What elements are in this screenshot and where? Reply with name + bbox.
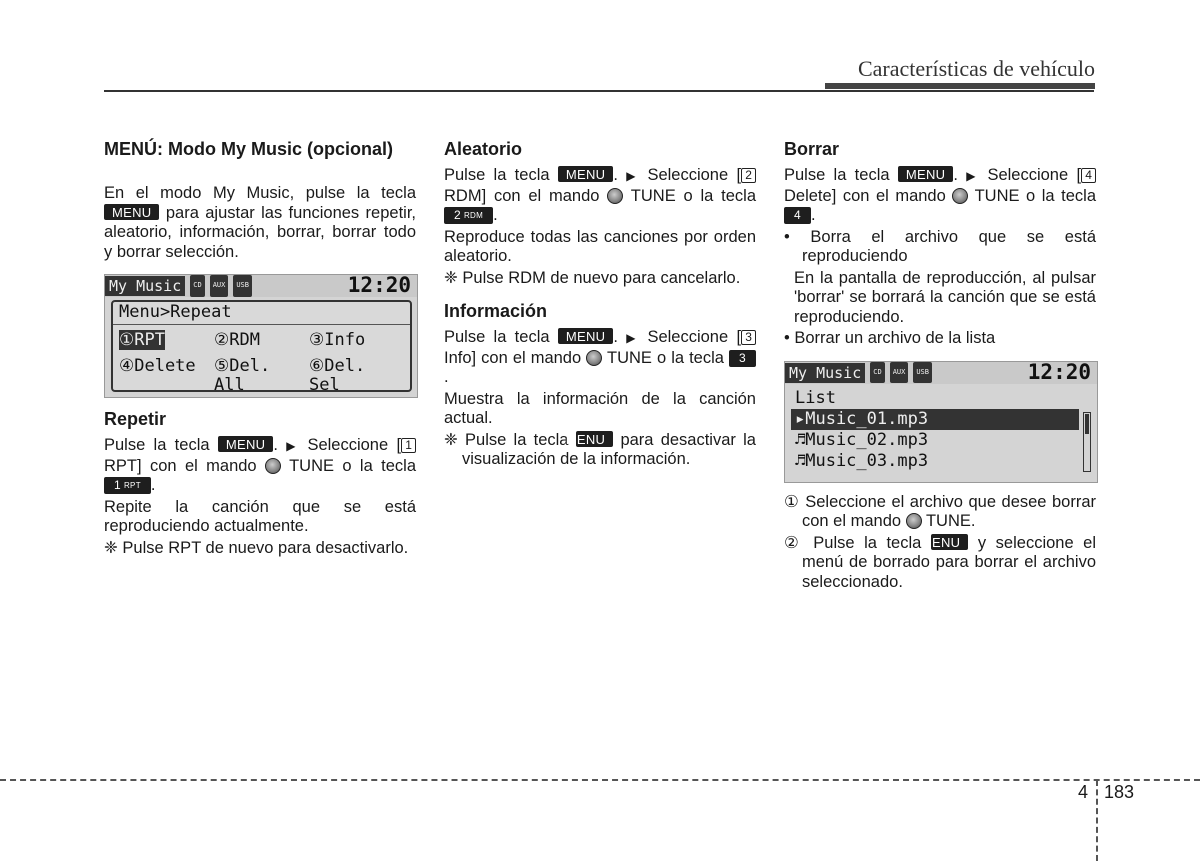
section-heading-info: Información xyxy=(444,301,548,321)
preset-2-key-icon xyxy=(444,207,493,224)
delete-bullet-1: • Borra el archivo que se está reproduciendo xyxy=(784,227,1096,265)
section-heading-delete: Borrar xyxy=(784,139,840,159)
lcd-menu-panel xyxy=(111,300,412,395)
preset-3-key-icon: 3 xyxy=(729,350,756,367)
lcd-menu-repeat-screen xyxy=(104,274,418,398)
random-instructions: Pulse la tecla MENU . ▶ Seleccione [ 2 RDM] con el mando TUNE o la tecla 2 RDM . xyxy=(444,166,756,224)
menu-key-icon: MENU xyxy=(104,204,159,220)
delete-text-1: Pulse la tecla xyxy=(784,166,890,184)
aux-badge: AUX xyxy=(210,275,229,297)
info-description: Muestra la información de la canción actual. xyxy=(444,389,756,427)
footer-dashed-rule xyxy=(0,779,1200,781)
lcd-list-title: List xyxy=(795,387,836,408)
repeat-text-4: TUNE o la tecla xyxy=(289,456,416,475)
lcd-clock: 12:20 xyxy=(347,273,411,298)
step-1-text: ① Seleccione el archivo que desee borrar con el mando xyxy=(784,492,1096,530)
random-text-3: RDM] con el mando xyxy=(444,186,600,205)
preset-key-number: 1 xyxy=(114,478,121,492)
lcd-source-label: My Music xyxy=(105,276,185,296)
intro-text-1: En el modo My Music, pulse la tecla xyxy=(104,184,416,202)
lcd-status-bar xyxy=(785,359,1097,384)
repeat-instructions: Pulse la tecla MENU . ▶ Seleccione [ 1 RPT] con el mando TUNE o la tecla 1 RPT . xyxy=(104,436,416,494)
lcd-source-label: My Music xyxy=(785,363,865,383)
cd-badge: CD xyxy=(870,362,884,384)
step-2-text: ② Pulse la tecla xyxy=(784,533,922,552)
tune-knob-icon xyxy=(952,188,968,204)
intro-paragraph xyxy=(104,184,416,262)
page-number: 183 xyxy=(1104,782,1135,802)
delete-bullet-1-detail: En la pantalla de reproducción, al pulsar 'borrar' se borrará la canción que se está reproduciendo. xyxy=(794,268,1096,326)
lcd-option-delete: ④Delete xyxy=(119,355,196,376)
lcd-menu-row-2 xyxy=(113,351,410,396)
delete-text-3: Delete] con el mando xyxy=(784,186,946,205)
step-2-text-end: y seleccione el menú de borrado para borrar el archivo seleccionado. xyxy=(802,533,1097,591)
repeat-text-3: RPT] con el mando xyxy=(104,456,257,475)
repeat-text-1: Pulse la tecla xyxy=(104,436,210,454)
column-2 xyxy=(444,138,756,472)
number-box-icon: 3 xyxy=(741,330,756,345)
page-header-title: Características de vehículo xyxy=(857,56,1095,81)
section-heading-random: Aleatorio xyxy=(444,139,523,159)
step-1-text-end: TUNE. xyxy=(925,512,976,530)
menu-key-icon: MENU xyxy=(558,166,613,182)
delete-text-4: TUNE o la tecla xyxy=(974,186,1096,205)
number-box-icon: 1 xyxy=(401,438,416,453)
preset-1-key-icon xyxy=(104,477,151,494)
lcd-option-info: ③Info xyxy=(309,330,366,350)
repeat-note: ❈ Pulse RPT de nuevo para desactivarlo. xyxy=(104,538,409,557)
tune-knob-icon xyxy=(265,458,281,474)
delete-step-1 xyxy=(784,493,1096,532)
random-text-2: Seleccione [ xyxy=(647,166,742,184)
lcd-status-bar xyxy=(105,275,417,297)
cd-badge: CD xyxy=(190,275,204,297)
info-note-text-2: para desactivar la visualización de la información. xyxy=(462,430,756,468)
header-rule xyxy=(104,90,1094,92)
info-note-text-1: ❈ Pulse la tecla xyxy=(444,430,569,449)
random-text-1: Pulse la tecla xyxy=(444,166,550,184)
section-heading-menu: MENÚ: Modo My Music (opcional) xyxy=(104,139,393,159)
column-3 xyxy=(784,138,1096,594)
info-text-2: Seleccione [ xyxy=(647,328,742,346)
delete-bullet-2: • Borrar un archivo de la lista xyxy=(784,329,996,347)
number-box-icon: 2 xyxy=(741,168,756,183)
lcd-scroll-thumb xyxy=(1085,414,1089,434)
delete-text-2: Seleccione [ xyxy=(987,166,1082,184)
arrow-icon: ▶ xyxy=(626,169,640,183)
lcd-scrollbar xyxy=(1083,412,1091,472)
repeat-text-2: Seleccione [ xyxy=(307,436,402,454)
header-rule-accent xyxy=(825,83,1095,89)
usb-badge: USB xyxy=(233,275,252,297)
arrow-icon: ▶ xyxy=(966,169,980,183)
lcd-menu-title: Menu>Repeat xyxy=(113,302,410,325)
delete-instructions: Pulse la tecla MENU . ▶ Seleccione [ 4 Delete] con el mando TUNE o la tecla 4 . xyxy=(784,166,1096,224)
menu-key-icon: MENU xyxy=(898,166,953,182)
preset-4-key-icon: 4 xyxy=(784,207,811,224)
lcd-file-item: ♬Music_02.mp3 xyxy=(795,429,929,450)
lcd-option-del-all: ⑤Del. All xyxy=(214,355,271,395)
lcd-file-list xyxy=(791,388,1079,472)
random-note: ❈ Pulse RDM de nuevo para cancelarlo. xyxy=(444,268,741,287)
lcd-file-item-selected: ▸Music_01.mp3 xyxy=(791,409,1079,430)
lcd-clock: 12:20 xyxy=(1027,359,1091,384)
arrow-icon: ▶ xyxy=(626,331,640,345)
lcd-file-item: ♬Music_03.mp3 xyxy=(795,450,929,471)
tune-knob-icon xyxy=(906,513,922,529)
aux-badge: AUX xyxy=(890,362,909,384)
delete-step-2 xyxy=(784,534,1096,593)
lcd-file-list-screen xyxy=(784,361,1098,483)
lcd-menu-row-1 xyxy=(113,325,410,351)
chapter-number: 4 xyxy=(1078,782,1089,802)
intro-text-2: para ajustar las funciones repetir, aleatorio, información, borrar, borrar todo y borrar selección. xyxy=(104,203,416,261)
column-1 xyxy=(104,138,416,560)
preset-key-number: 2 xyxy=(454,208,461,222)
info-instructions: Pulse la tecla MENU . ▶ Seleccione [ 3 Info] con el mando TUNE o la tecla 3. xyxy=(444,328,756,388)
usb-badge: USB xyxy=(913,362,932,384)
menu-key-icon: MENU xyxy=(218,436,273,452)
preset-key-sub: RPT xyxy=(123,481,141,490)
random-description: Reproduce todas las canciones por orden aleatorio. xyxy=(444,227,756,265)
tune-knob-icon xyxy=(586,350,602,366)
menu-key-icon: MENU xyxy=(931,534,968,550)
random-text-4: TUNE o la tecla xyxy=(630,186,756,205)
info-text-4: TUNE o la tecla xyxy=(607,348,724,367)
number-box-icon: 4 xyxy=(1081,168,1096,183)
tune-knob-icon xyxy=(607,188,623,204)
info-text-3: Info] con el mando xyxy=(444,348,582,367)
menu-key-icon: MENU xyxy=(576,431,613,447)
repeat-description: Repite la canción que se está reproduciendo actualmente. xyxy=(104,497,416,535)
section-heading-repeat: Repetir xyxy=(104,409,167,429)
info-text-1: Pulse la tecla xyxy=(444,328,550,346)
info-note xyxy=(444,431,756,470)
lcd-option-rdm: ②RDM xyxy=(214,330,260,350)
lcd-option-rpt: ①RPT xyxy=(119,330,165,350)
footer-vertical-rule xyxy=(1096,780,1098,861)
arrow-icon: ▶ xyxy=(286,439,300,453)
menu-key-icon: MENU xyxy=(558,328,613,344)
lcd-option-del-sel: ⑥Del. Sel xyxy=(309,355,366,395)
preset-key-sub: RDM xyxy=(463,211,484,220)
